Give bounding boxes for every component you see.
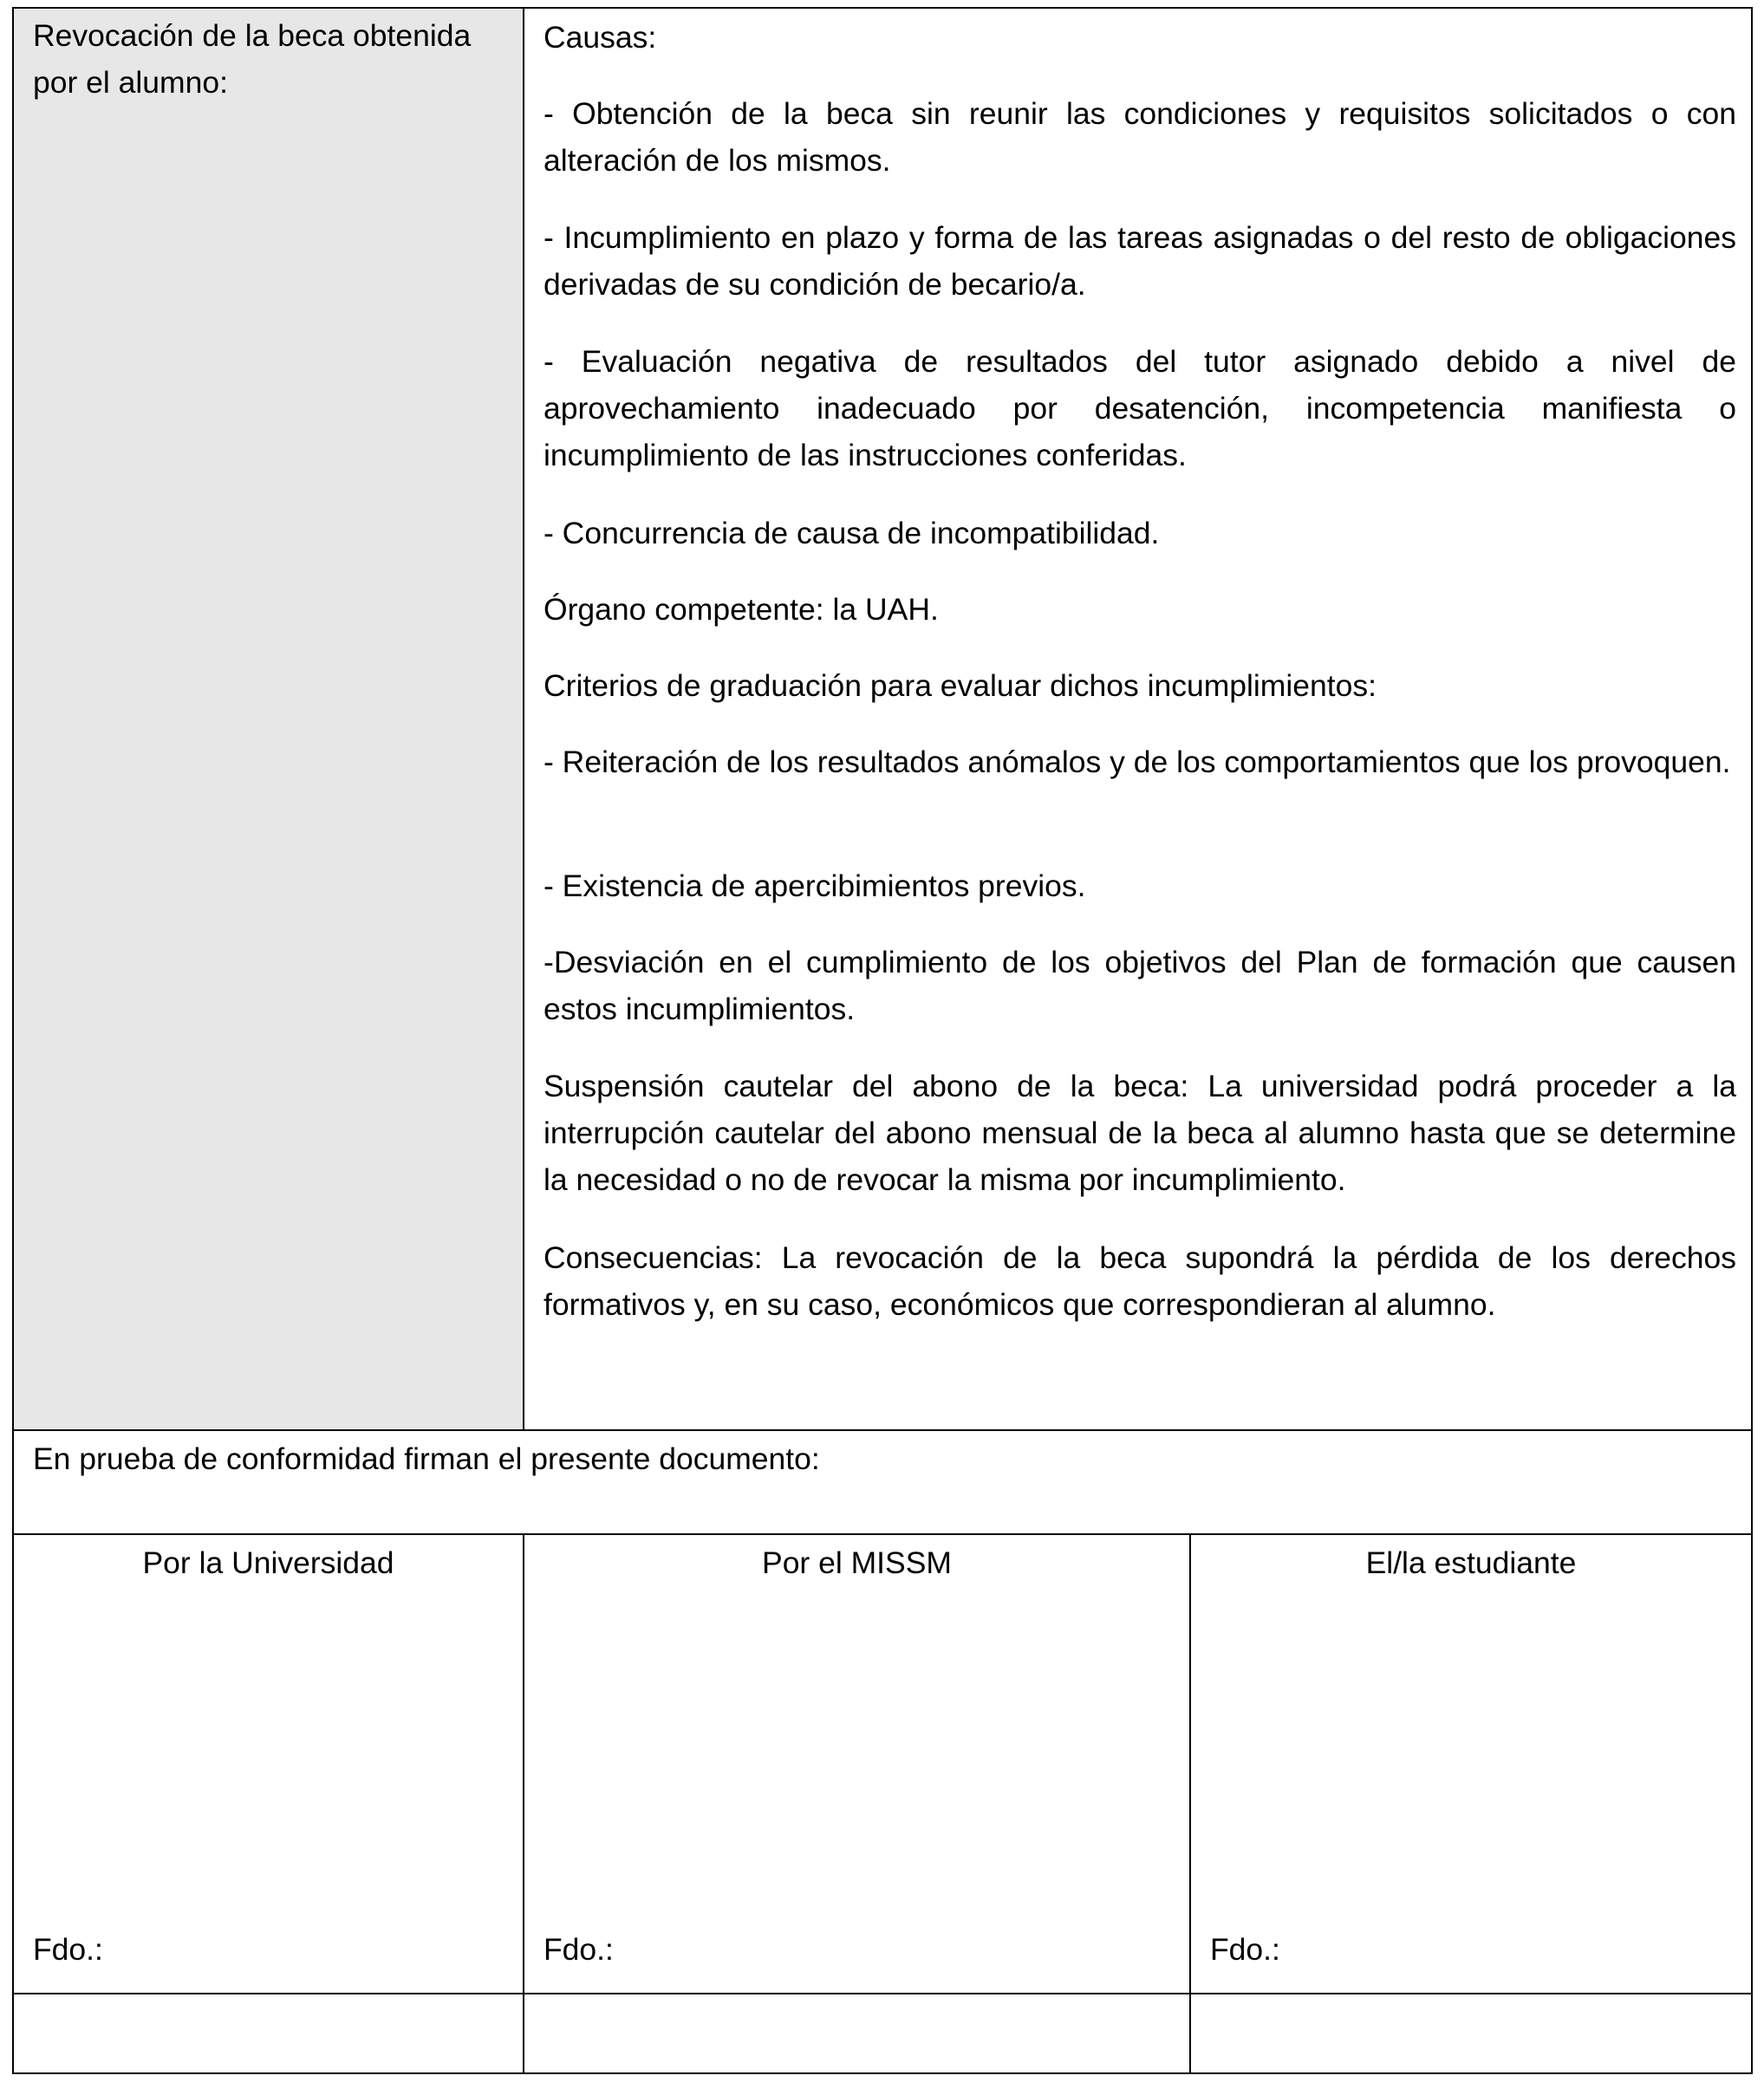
document-table [12, 7, 1753, 2074]
cause-item: - Evaluación negativa de resultados del tutor asignado debido a nivel de aprovechamiento inadecuado por desatención, incompetencia manifiesta o incumplimiento de las instrucciones conferidas. [544, 344, 1736, 472]
signature-fdo-student: Fdo.: [1210, 1932, 1280, 1967]
revocation-label-cell [14, 9, 524, 1430]
signature-title-university: Por la Universidad [142, 1545, 394, 1580]
revocation-label: Revocación de la beca obtenida por el alumno: [33, 18, 472, 100]
criteria-item: -Desviación en el cumplimiento de los objetivos del Plan de formación que causen estos incumplimientos. [544, 945, 1736, 1026]
competent-body: Órgano competente: la UAH. [544, 592, 939, 627]
suspension-paragraph: Suspensión cautelar del abono de la beca: La universidad podrá proceder a la interrupción cautelar del abono mensual de la beca al alumno hasta que se determine la necesidad o no de revocar la misma por incumplimiento. [544, 1069, 1736, 1197]
empty-cell-missm [524, 1994, 1189, 2072]
column-divider [1189, 1534, 1191, 2073]
empty-cell-student [1191, 1994, 1751, 2072]
agreement-text: En prueba de conformidad firman el presente documento: [33, 1441, 820, 1476]
cause-item: - Obtención de la beca sin reunir las condiciones y requisitos solicitados o con alteración de los mismos. [544, 96, 1736, 178]
signature-fdo-missm: Fdo.: [544, 1932, 614, 1967]
signature-fdo-university: Fdo.: [33, 1932, 103, 1967]
criteria-heading: Criterios de graduación para evaluar dichos incumplimientos: [544, 668, 1377, 703]
causes-heading: Causas: [544, 20, 657, 55]
cause-item: - Incumplimiento en plazo y forma de las tareas asignadas o del resto de obligaciones derivadas de su condición de becario/a. [544, 220, 1736, 302]
consequences-paragraph: Consecuencias: La revocación de la beca supondrá la pérdida de los derechos formativos y, en su caso, económicos que correspondieran al alumno. [544, 1240, 1736, 1322]
column-divider [523, 1534, 524, 2073]
row-divider [14, 1429, 1751, 1431]
row-divider [14, 1533, 1751, 1535]
criteria-item: - Existencia de apercibimientos previos. [544, 869, 1086, 903]
cause-item: - Concurrencia de causa de incompatibilidad. [544, 516, 1160, 550]
column-divider [523, 9, 524, 1430]
empty-cell-university [14, 1994, 523, 2072]
signature-title-missm: Por el MISSM [762, 1545, 952, 1580]
signature-title-student: El/la estudiante [1365, 1545, 1577, 1580]
criteria-item: - Reiteración de los resultados anómalos y de los comportamientos que los provoquen. [544, 745, 1731, 779]
